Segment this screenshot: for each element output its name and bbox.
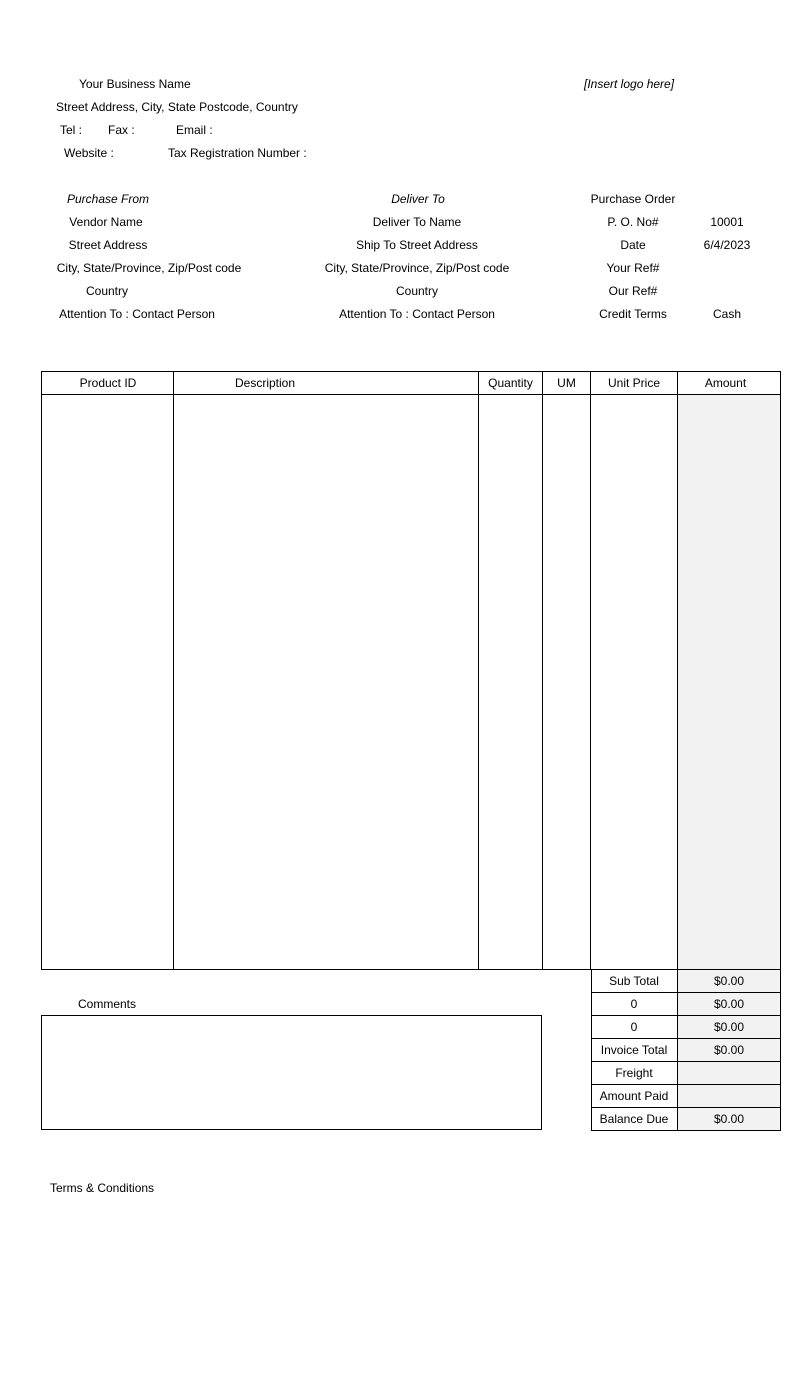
totals-border-bottom [591,1130,781,1131]
business-name: Your Business Name [79,77,191,91]
deliver-to-name: Deliver To Name [372,215,462,229]
totals-row-subtotal [591,970,781,993]
totals-row-amount-paid[interactable] [591,1085,781,1108]
totals-value-cell [678,993,780,1016]
deliver-to-attention: Attention To : Contact Person [339,307,495,321]
fax-label: Fax : [108,123,135,137]
totals-row-line [591,1015,781,1016]
table-border-left [41,371,42,970]
our-ref-label: Our Ref# [608,284,658,298]
comments-label: Comments [77,997,136,1011]
totals-row-line [591,1084,781,1085]
freight-input-cell[interactable] [678,1062,780,1085]
totals-row-line [591,1107,781,1108]
po-number-label: P. O. No# [607,215,659,229]
column-header-unit-price: Unit Price [607,376,660,390]
email-label: Email : [176,123,213,137]
column-divider [542,371,543,970]
website-label: Website : [64,146,114,160]
your-ref-label: Your Ref# [606,261,660,275]
column-header-quantity: Quantity [488,376,533,390]
date-label: Date [620,238,646,252]
credit-terms-value: Cash [712,307,741,321]
date-value: 6/4/2023 [703,238,751,252]
totals-value: $0.00 [713,1112,745,1126]
totals-label: 0 [630,1020,638,1034]
deliver-to-city: City, State/Province, Zip/Post code [324,261,510,275]
vendor-street: Street Address [68,238,148,252]
totals-label: Sub Total [609,974,659,988]
tax-registration-label: Tax Registration Number : [168,146,307,160]
column-header-description: Description [234,376,296,390]
purchase-from-heading: Purchase From [66,192,150,206]
totals-label: Freight [615,1066,653,1080]
tel-label: Tel : [60,123,83,137]
totals-value: $0.00 [713,1020,745,1034]
totals-value: $0.00 [713,974,745,988]
totals-label: Amount Paid [599,1089,669,1103]
credit-terms-label: Credit Terms [599,307,667,321]
totals-row-invoice-total [591,1039,781,1062]
column-header-amount: Amount [704,376,747,390]
line-items-table[interactable] [41,371,781,970]
comments-box[interactable] [41,1015,542,1130]
vendor-city: City, State/Province, Zip/Post code [56,261,242,275]
vendor-name: Vendor Name [69,215,143,229]
totals-value-cell [678,1016,780,1039]
deliver-to-country: Country [395,284,439,298]
po-number-value: 10001 [710,215,744,229]
deliver-to-heading: Deliver To [391,192,445,206]
totals-row-tax-1 [591,993,781,1016]
totals-label: Invoice Total [600,1043,668,1057]
column-header-um: UM [557,376,576,390]
totals-value-cell [678,1108,780,1131]
vendor-attention: Attention To : Contact Person [59,307,215,321]
amount-paid-input-cell[interactable] [678,1085,780,1108]
terms-heading: Terms & Conditions [50,1181,155,1195]
totals-row-line [591,992,781,993]
column-divider [173,371,174,970]
column-header-product-id: Product ID [79,376,137,390]
logo-placeholder[interactable]: [Insert logo here] [584,77,675,91]
totals-row-line [591,1038,781,1039]
totals-row-line [591,1061,781,1062]
vendor-country: Country [85,284,129,298]
totals-value: $0.00 [713,1043,745,1057]
column-divider [478,371,479,970]
column-divider [677,371,678,970]
totals-label: Balance Due [599,1112,669,1126]
table-border-right [780,371,781,970]
totals-row-tax-2 [591,1016,781,1039]
business-address: Street Address, City, State Postcode, Country [56,100,298,114]
totals-value: $0.00 [713,997,745,1011]
totals-value-cell [678,970,780,993]
column-divider [590,371,591,970]
deliver-to-street: Ship To Street Address [356,238,478,252]
totals-row-balance-due [591,1108,781,1131]
totals-label: 0 [630,997,638,1011]
table-border-top [41,371,781,372]
header-divider [41,394,781,395]
totals-value-cell [678,1039,780,1062]
totals-row-freight[interactable] [591,1062,781,1085]
purchase-order-heading: Purchase Order [590,192,676,206]
